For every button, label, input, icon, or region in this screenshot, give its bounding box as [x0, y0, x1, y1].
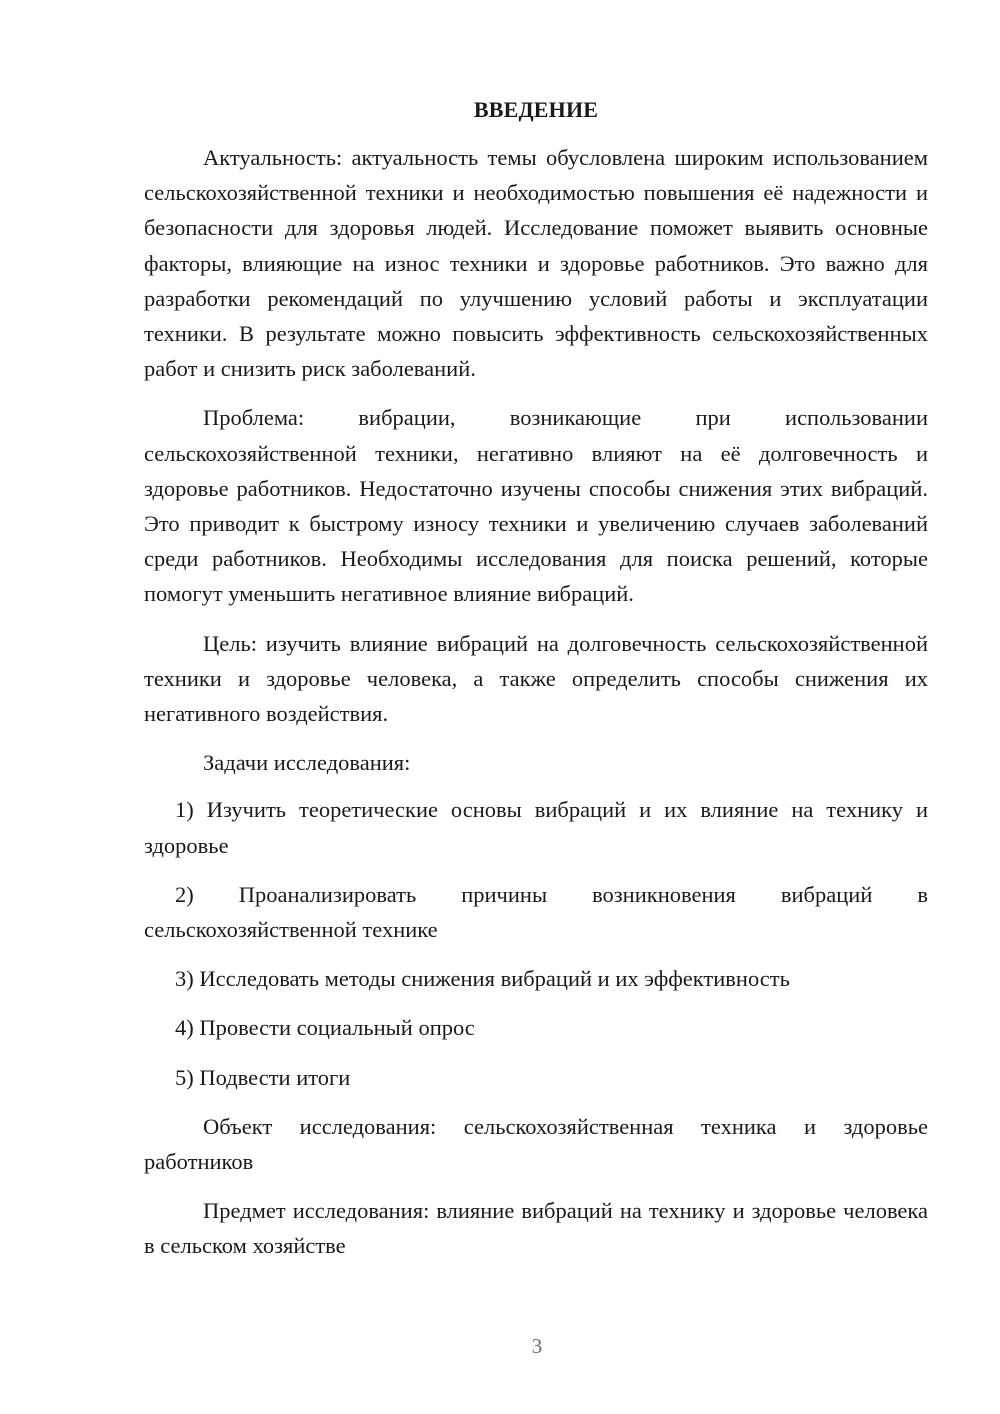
- task-item: 1) Изучить теоретические основы вибраций и их влияние на технику и здоровье: [144, 797, 928, 858]
- task-item: 4) Провести социальный опрос: [175, 1015, 475, 1041]
- problem-paragraph: Проблема: вибрации, возникающие при использовании сельскохозяйственной техники, негативно влияют на её долговечность и здоровье работников. Недостаточно изучены способы снижения этих вибраций. Это приводит к быстрому износу техники и увеличению случаев заболеваний среди работников. Необходимы исследования для поиска решений, которые помогут уменьшить негативное влияние вибраций.: [144, 405, 928, 607]
- section-heading: ВВЕДЕНИЕ: [473, 97, 599, 122]
- subject-paragraph: Предмет исследования: влияние вибраций на технику и здоровье человека в сельском хозяйстве: [144, 1198, 928, 1259]
- page-content: [144, 94, 928, 1278]
- tasks-heading: Задачи исследования:: [203, 750, 411, 776]
- relevance-paragraph: Актуальность: актуальность темы обусловлена широким использованием сельскохозяйственной техники и необходимостью повышения её надежности и безопасности для здоровья людей. Исследование поможет выявить основные факторы, влияющие на износ техники и здоровье работников. Это важно для разработки рекомендаций по улучшению условий работы и эксплуатации техники. В результате можно повысить эффективность сельскохозяйственных работ и снизить риск заболеваний.: [144, 145, 928, 382]
- page-number: 3: [531, 1334, 543, 1358]
- task-item: 5) Подвести итоги: [175, 1064, 351, 1090]
- object-paragraph: Объект исследования: сельскохозяйственная техника и здоровье работников: [144, 1113, 928, 1175]
- task-item: 2) Проанализировать причины возникновения вибраций в сельскохозяйственной технике: [144, 881, 928, 943]
- task-item: 3) Исследовать методы снижения вибраций и их эффективность: [175, 966, 790, 992]
- goal-paragraph: Цель: изучить влияние вибраций на долговечность сельскохозяйственной техники и здоровье человека, а также определить способы снижения их негативного воздействия.: [144, 630, 928, 727]
